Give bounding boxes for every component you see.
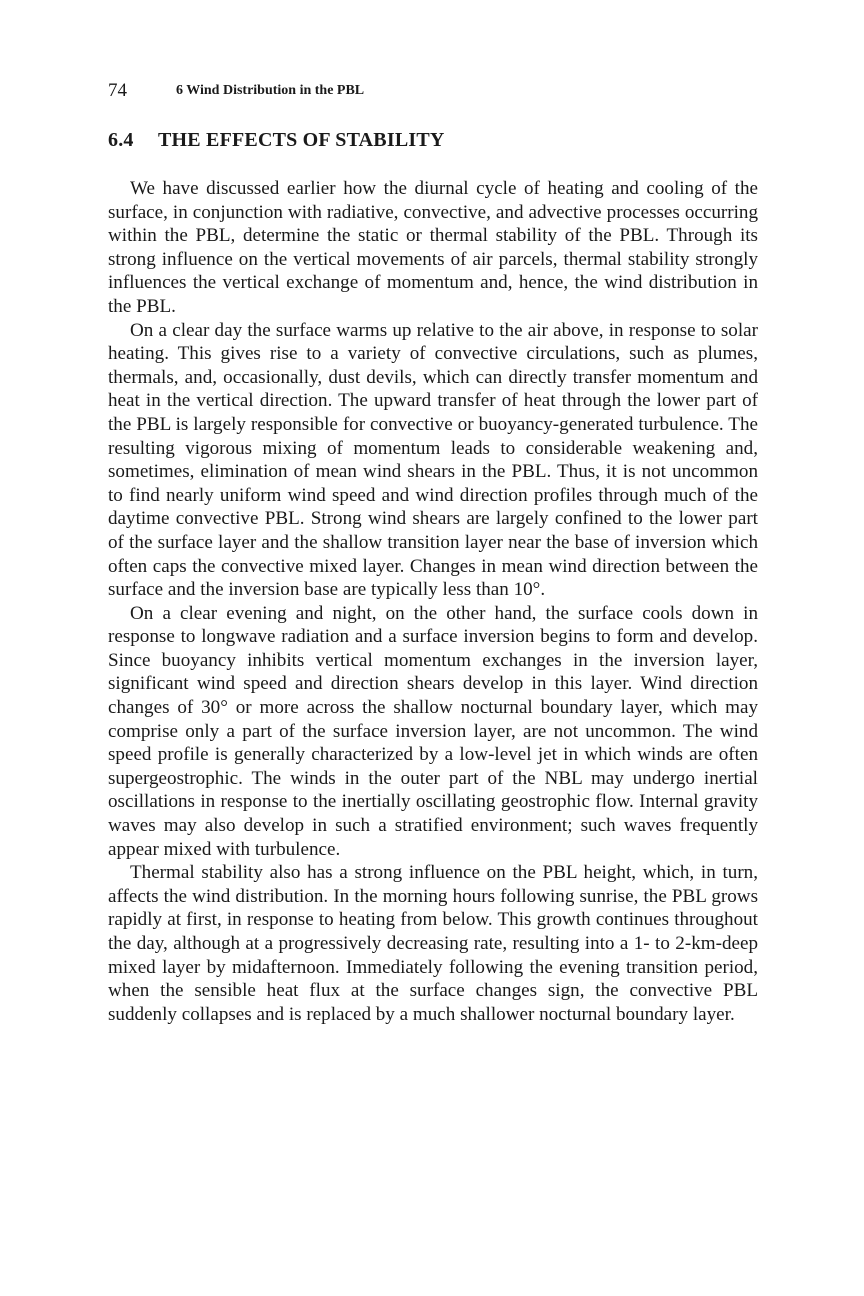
body-text (108, 177, 758, 1026)
paragraph-3: On a clear evening and night, on the other hand, the surface cools down in response to longwave radiation and a surface inversion begins to form and develop. Since buoyancy inhibits vertical momentum exchanges in the inversion layer, significant wind speed and direction shears develop in this layer. Wind direction changes of 30° or more across the shallow nocturnal boundary layer, which may comprise only a part of the surface inversion layer, are not uncommon. The wind speed profile is generally characterized by a low-level jet in which winds are often supergeostrophic. The winds in the outer part of the NBL may undergo inertial oscillations in response to the inertially oscillating geostrophic flow. Internal gravity waves may also develop in such a stratified environment; such waves frequently appear mixed with turbulence. (108, 602, 758, 860)
section-heading (108, 129, 445, 152)
paragraph-4: Thermal stability also has a strong influence on the PBL height, which, in turn, affects the wind distribution. In the morning hours following sunrise, the PBL grows rapidly at first, in response to heating from below. This growth continues throughout the day, although at a progressively decreasing rate, resulting into a 1- to 2-km-deep mixed layer by midafternoon. Immediately following the evening transition period, when the sensible heat flux at the surface changes sign, the convective PBL suddenly collapses and is replaced by a much shallower nocturnal boundary layer. (108, 862, 758, 1025)
section-title: THE EFFECTS OF STABILITY (158, 129, 445, 151)
page-number: 74 (108, 80, 127, 101)
section-number: 6.4 (108, 129, 134, 151)
running-head: 6 Wind Distribution in the PBL (176, 83, 365, 98)
paragraph-2: On a clear day the surface warms up relative to the air above, in response to solar heating. This gives rise to a variety of convective circulations, such as plumes, thermals, and, occasionally, dust devils, which can directly transfer momentum and heat in the vertical direction. The upward transfer of heat through the lower part of the PBL is largely responsible for convective or buoyancy-generated turbulence. The resulting vigorous mixing of momentum leads to considerable weakening and, sometimes, elimination of mean wind shears in the PBL. Thus, it is not uncommon to find nearly uniform wind speed and wind direction profiles through much of the daytime convective PBL. Strong wind shears are largely confined to the lower part of the surface layer and the shallow transition layer near the base of inversion which often caps the convective mixed layer. Changes in mean wind direction between the surface and the inversion base are typically less than 10°. (108, 319, 758, 601)
paragraph-1: We have discussed earlier how the diurnal cycle of heating and cooling of the surface, in conjunction with radiative, convective, and advective processes occurring within the PBL, determine the static or thermal stability of the PBL. Through its strong influence on the vertical movements of air parcels, thermal stability strongly influences the vertical exchange of momentum and, hence, the wind distribution in the PBL. (108, 178, 758, 317)
